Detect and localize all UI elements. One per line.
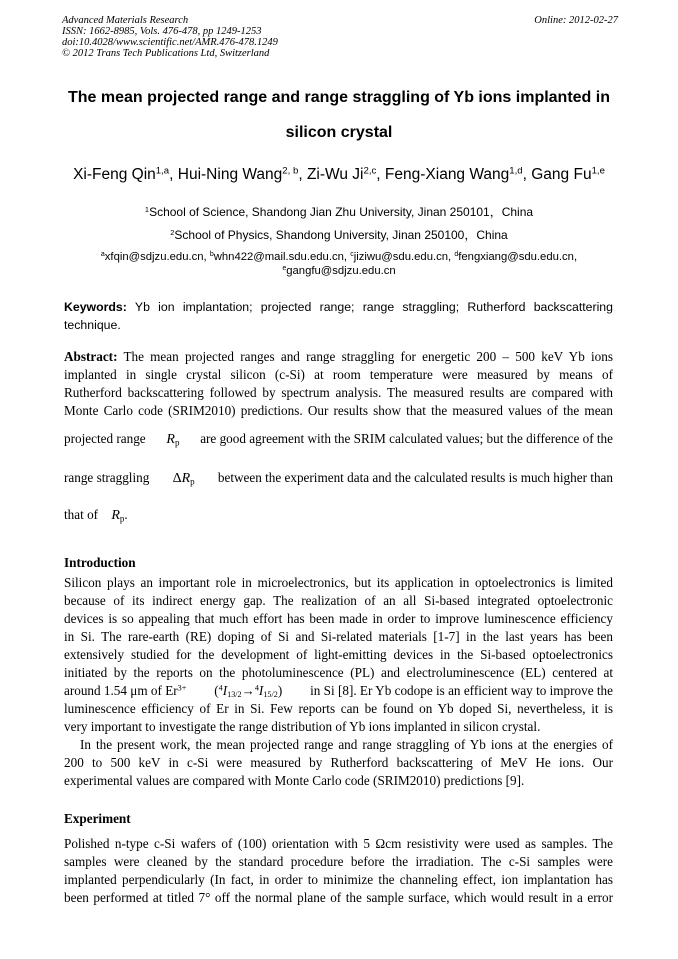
author-name: Zi-Wu Ji <box>306 166 364 183</box>
intro-line: Silicon plays an important role in microelectronics, but its application in optoelectronics is limited <box>64 575 613 590</box>
author-sup: 2,c <box>363 165 377 177</box>
paper-title-line-1: The mean projected range and range straggling of Yb ions implanted in <box>67 89 610 106</box>
symbol-rp: $R_p$ <box>111 508 125 524</box>
email-link[interactable]: fengxiang@sdu.edu.cn <box>458 251 574 263</box>
author-sup: 2, b <box>282 165 299 177</box>
intro-line: 200 to 500 keV in c-Si were measured by Rutherford backscattering of MeV He ions. Our <box>64 755 613 770</box>
intro-line: very important to investigate the range distribution of Yb ions implanted in silicon crystal. <box>64 719 541 734</box>
abstract-label: Abstract: <box>64 349 118 364</box>
online-date: Online: 2012-02-27 <box>534 15 618 26</box>
abstract-line: range straggling $\Delta R_p$ between the experiment data and the calculated results is much higher than <box>64 470 613 487</box>
keywords-label: Keywords: <box>64 300 127 314</box>
symbol-rp: $R_p$ <box>166 432 180 448</box>
intro-line: experimental values are compared with Monte Carlo code (SRIM2010) predictions [9]. <box>64 773 525 788</box>
experiment-line: Polished n-type c-Si wafers of (100) orientation with 5 Ωcm resistivity were used as samples. The <box>64 836 613 851</box>
experiment-line: implanted perpendicularly (In fact, in order to minimize the channeling effect, ion implantation has <box>64 872 613 887</box>
abstract-line: Abstract: The mean projected ranges and range straggling for energetic 200 – 500 keV Yb ions <box>64 349 613 364</box>
abstract-line: Rutherford backscattering followed by spectrum analysis. The measured results are compared with <box>64 385 613 400</box>
er-transition: $(^4I_{13/2}\to^4I_{15/2})$ <box>214 683 283 700</box>
email-line-1: $^a$xfqin@sdjzu.edu.cn, $^b$whn422@mail.sdu.edu.cn, $^c$jiziwu@sdu.edu.cn, $^d$fengxiang@sdu.edu.cn, <box>100 251 578 263</box>
author-sup: 1,a <box>155 165 170 177</box>
author-name: Feng-Xiang Wang <box>384 166 510 183</box>
abstract-line: Monte Carlo code (SRIM2010) predictions. Our results show that the measured values of the mean <box>64 403 613 418</box>
paper-title-line-2: silicon crystal <box>285 124 393 141</box>
abstract-line: that of $R_p$. <box>64 507 128 524</box>
abstract-line: implanted in single crystal silicon (c-Si) at room temperature were measured by means of <box>64 367 613 382</box>
intro-line: initiated by the reports on the photoluminescence (PL) and electroluminescence (EL) centered at <box>64 665 613 680</box>
intro-line: in Si. The rare-earth (RE) doping of Si and Si-related materials [1-7] in the last years has been <box>64 629 613 644</box>
intro-line: because of its indirect energy gap. The realization of an all Si-based integrated optoelectronic <box>64 593 613 608</box>
email-link[interactable]: whn422@mail.sdu.edu.cn <box>213 251 344 263</box>
author-sup: 1,d <box>509 165 523 177</box>
journal-name: Advanced Materials Research <box>62 15 189 26</box>
experiment-line: been performed at titled 7° off the normal plane of the sample surface, which would result in a error <box>64 890 613 905</box>
section-heading-introduction: Introduction <box>64 555 136 570</box>
author-list: Xi-Feng Qin$^{1,a}$, Hui-Ning Wang$^{2, b}$, Zi-Wu Ji$^{2,c}$, Feng-Xiang Wang$^{1,d}$, Gang Fu$^{1,e}$ <box>73 165 605 183</box>
abstract-line: projected range $R_p$ are good agreement with the SRIM calculated values; but the difference of the <box>64 431 613 448</box>
intro-line: luminescence efficiency of Er in Si. Few reports can be found on Yb doped Si, nevertheless, it is <box>64 701 613 716</box>
author-name: Gang Fu <box>531 166 592 183</box>
doi-line: doi:10.4028/www.scientific.net/AMR.476-478.1249 <box>62 37 278 48</box>
intro-line: In the present work, the mean projected range and range straggling of Yb ions at the energies of <box>80 737 613 752</box>
author-sup: 1,e <box>591 165 605 177</box>
author-name: Hui-Ning Wang <box>177 166 283 183</box>
affiliation-2: $^2$School of Physics, Shandong University, Jinan 250100，China <box>170 227 508 242</box>
email-link[interactable]: gangfu@sdjzu.edu.cn <box>286 265 396 277</box>
affiliation-1: $^1$School of Science, Shandong Jian Zhu University, Jinan 250101，China <box>144 204 534 219</box>
copyright-line: © 2012 Trans Tech Publications Ltd, Switzerland <box>62 48 270 59</box>
experiment-line: samples were cleaned by the standard procedure before the irradiation. The c-Si samples were <box>64 854 613 869</box>
intro-line: devices is so appealing that much effort has been made in order to improve luminescence efficiency <box>64 611 613 626</box>
email-link[interactable]: xfqin@sdjzu.edu.cn <box>104 251 204 263</box>
section-heading-experiment: Experiment <box>64 811 131 826</box>
keywords-text: Yb ion implantation; projected range; range straggling; Rutherford backscattering technique. <box>64 300 613 332</box>
intro-line: around 1.54 μm of $Er^{3+}$ $(^4I_{13/2}\to^4I_{15/2})$ in Si [8]. Er Yb codope is an efficient way to improve the <box>64 683 613 700</box>
email-link[interactable]: jiziwu@sdu.edu.cn <box>353 251 449 263</box>
author-name: Xi-Feng Qin <box>73 166 156 183</box>
symbol-delta-rp: $\Delta R_p$ <box>172 471 195 487</box>
intro-line: extensively studied for the development of light-emitting devices in the Si-based optoelectronics <box>64 647 613 662</box>
issn-line: ISSN: 1662-8985, Vols. 476-478, pp 1249-1253 <box>62 26 262 37</box>
journal-header <box>62 15 618 59</box>
keywords-block <box>64 298 613 334</box>
email-line-2: $^e$gangfu@sdjzu.edu.cn <box>282 265 396 277</box>
